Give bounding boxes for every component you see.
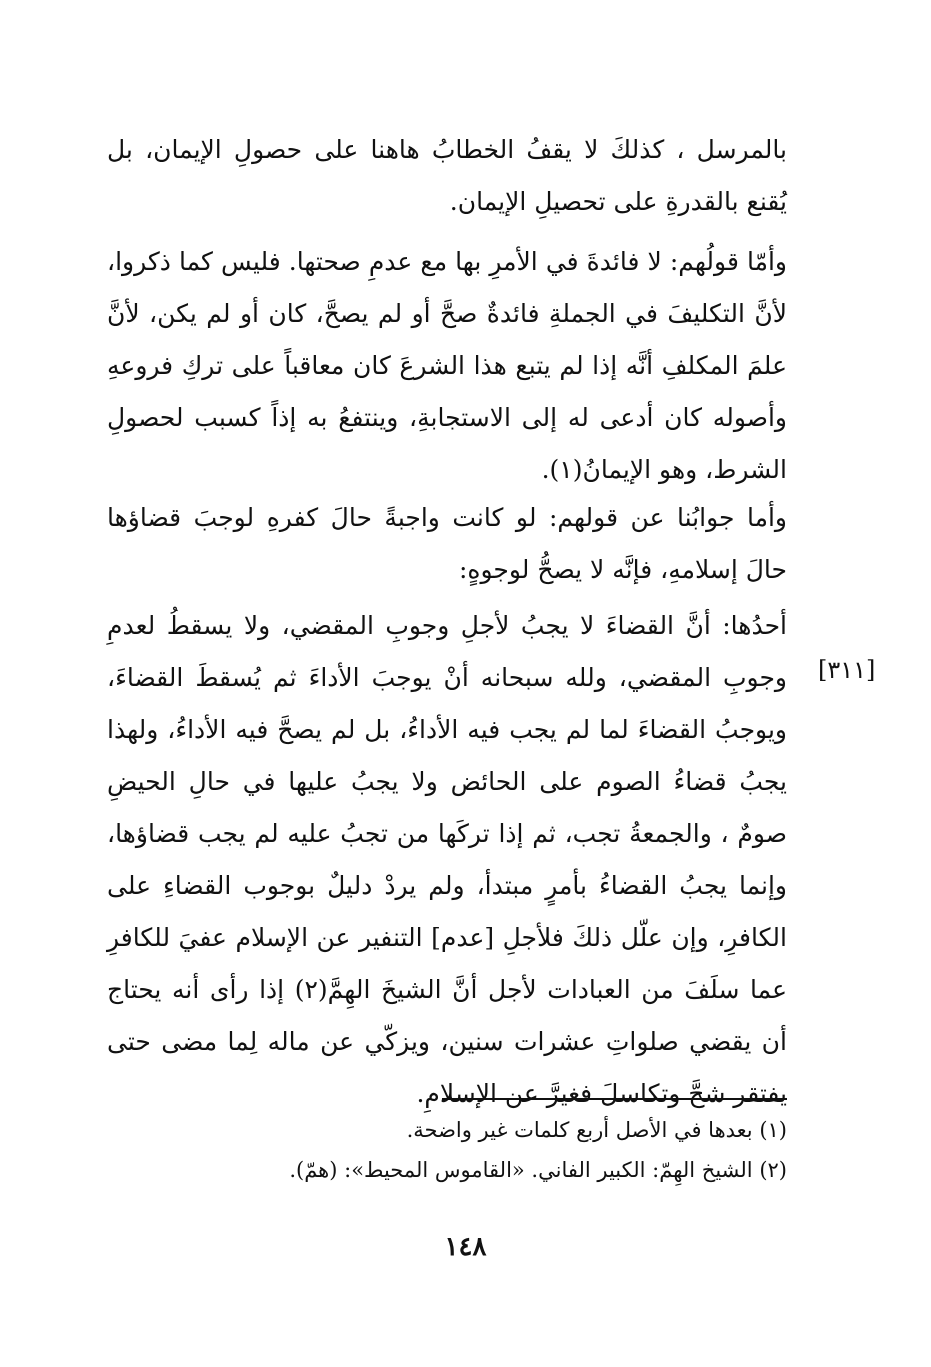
footnote-divider (442, 1098, 787, 1100)
footnote-1: (١) بعدها في الأصل أربع كلمات غير واضحة. (406, 1118, 787, 1142)
paragraph-text: وأمّا قولُهم: لا فائدةَ في الأمرِ بها مع عدمِ صحتها. فليس كما ذكروا، لأنَّ التكليفَ في الجملةِ فائدةٌ صحَّ أو لم يصحَّ، كان أو لم يكن، لأنَّ علمَ المكلفِ أنَّه إذا لم يتبع هذا الشرعَ كان معاقباً على تركِ فروعهِ وأصوله كان أدعى له إلى الاستجابةِ، وينتفعُ به إذاً كسبب لحصولِ الشرط، وهو الإيمانُ(١). (107, 247, 787, 484)
paragraph-text: أحدُها: أنَّ القضاءَ لا يجبُ لأجلِ وجوبِ المقضي، ولا يسقطُ لعدمِ وجوبِ المقضي، ولله سبحانه أنْ يوجبَ الأداءَ ثم يُسقطَ القضاءَ، ويوجبُ القضاءَ لما لم يجب فيه الأداءُ، بل لم يصحَّ فيه الأداءُ، ولهذا يجبُ قضاءُ الصوم على الحائض ولا يجبُ عليها في حالِ الحيضِ صومٌ ، والجمعةُ تجب، ثم إذا تركَها من تجبُ عليه لم يجب قضاؤها، وإنما يجبُ القضاءُ بأمرٍ مبتدأ، ولم يردْ دليلٌ بوجوب القضاءِ على الكافرِ، وإن علّل ذلكَ فلأجلِ [عدم] التنفير عن الإسلام عفيَ للكافرِ عما سلَفَ من العبادات لأجل أنَّ الشيخَ الهِمَّ(٢) إذا رأى أنه يحتاج أن يقضي صلواتِ عشرات سنين، ويزكّي عن ماله لِما مضى حتى يفتقر شحَّ وتكاسلَ فغيرَّ عن الإسلامِ. (107, 611, 787, 1108)
paragraph-text: وأما جوابُنا عن قولهم: لو كانت واجبةً حالَ كفرهِ لوجبَ قضاؤها حالَ إسلامهِ، فإنَّه لا يصحُّ لوجوهٍ: (107, 503, 787, 584)
paragraph-1 (107, 124, 787, 228)
paragraph-3 (107, 492, 787, 596)
paragraph-2 (107, 236, 787, 496)
footnotes (107, 1110, 787, 1190)
paragraph-text: بالمرسل ، كذلكَ لا يقفُ الخطابُ هاهنا على حصولِ الإيمان، بل يُقنع بالقدرةِ على تحصيلِ الإيمان. (107, 135, 787, 216)
footnote-2: (٢) الشيخ الهِمّ: الكبير الفاني. «القاموس المحيط»: (همّ). (289, 1158, 787, 1182)
page-number: ١٤٨ (444, 1232, 487, 1262)
paragraph-4 (107, 600, 787, 1120)
margin-page-reference: [٣١١] (818, 656, 876, 684)
